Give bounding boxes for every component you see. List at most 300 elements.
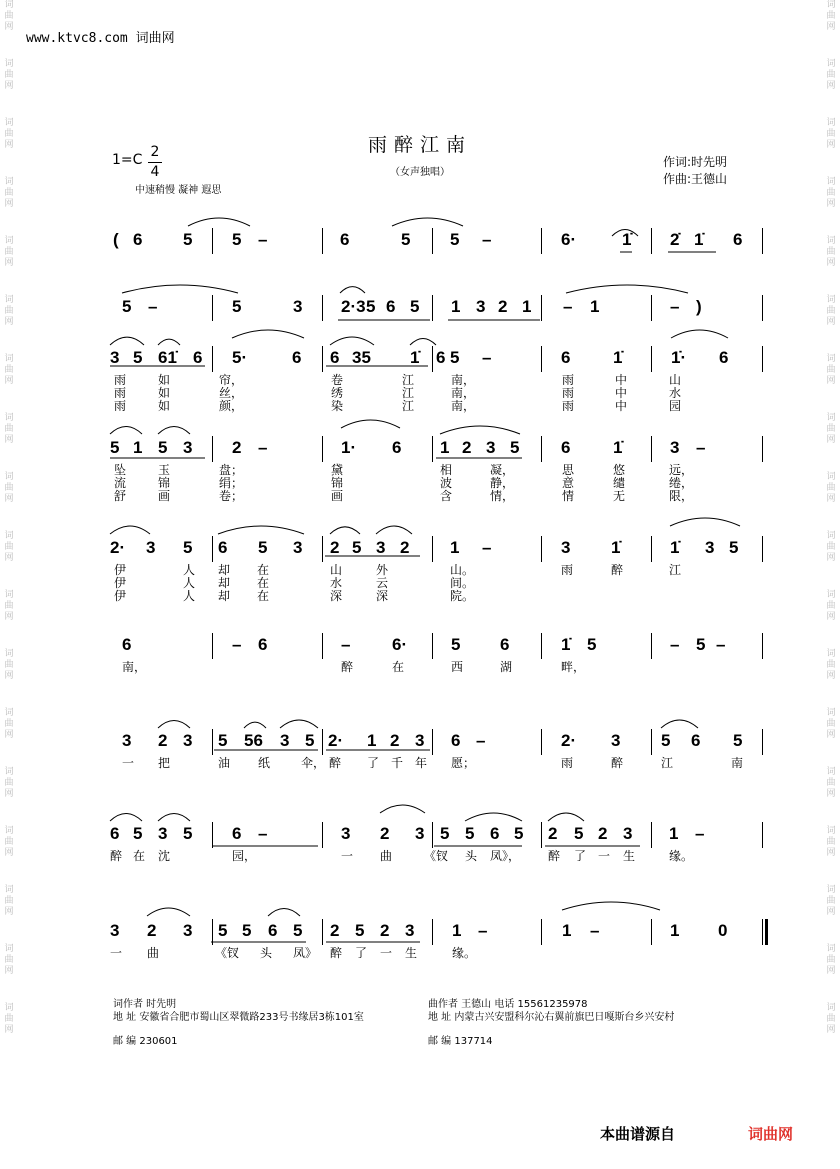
watermark-glyph: 网	[826, 671, 836, 681]
note: 5	[158, 438, 168, 457]
note: 5	[183, 824, 193, 843]
lyric-syllable: 伊	[114, 576, 127, 590]
note: 6	[561, 348, 571, 367]
barline	[212, 729, 213, 755]
time-signature	[148, 144, 162, 181]
note: 6·	[561, 230, 577, 249]
lyric-syllable: 油	[218, 756, 231, 770]
note: 6	[232, 824, 242, 843]
watermark-glyph: 曲	[826, 719, 836, 729]
slur	[188, 218, 250, 226]
lyric-syllable: 南	[731, 756, 744, 770]
lyric-syllable: 凤》，	[490, 849, 521, 863]
note: –	[258, 230, 268, 249]
watermark-glyph: 网	[826, 199, 836, 209]
barline	[432, 346, 433, 372]
note: –	[563, 297, 573, 316]
watermark-glyph: 网	[826, 258, 836, 268]
lyric-syllable: 情	[562, 489, 575, 503]
watermark-glyph: 曲	[4, 660, 14, 670]
note: 5	[133, 824, 143, 843]
composer-info: 曲作者 王德山 电话 15561235978	[428, 999, 588, 1010]
note: 3	[146, 538, 156, 557]
note: 1	[669, 824, 679, 843]
note: 5	[218, 921, 228, 940]
watermark-glyph: 网	[826, 966, 836, 976]
watermark-glyph: 网	[826, 612, 836, 622]
note: 6	[330, 348, 340, 367]
note: 6	[110, 824, 120, 843]
note: 5	[587, 635, 597, 654]
watermark-glyph: 网	[4, 789, 14, 799]
lyric-syllable: 如	[158, 399, 171, 413]
lyric-syllable: 沈	[158, 849, 171, 863]
lyric-syllable: 了	[574, 849, 587, 863]
lyric-syllable: 中	[615, 386, 628, 400]
watermark-glyph: 词	[826, 826, 836, 836]
note: 5	[366, 297, 376, 316]
lyric-syllable: 深	[376, 589, 389, 603]
note: 2·3	[341, 297, 366, 316]
note: 6	[561, 438, 571, 457]
barline	[432, 295, 433, 321]
note: –	[695, 824, 705, 843]
slur	[670, 518, 740, 526]
lyric-syllable: 意	[562, 476, 575, 490]
song-subtitle: （女声独唱）	[390, 167, 450, 178]
slur	[268, 908, 300, 916]
note: 1	[452, 921, 462, 940]
lyric-syllable: 波	[440, 476, 453, 490]
note: 1̇	[410, 348, 420, 367]
watermark-glyph: 词	[4, 826, 14, 836]
slur	[147, 908, 190, 916]
note: 5	[293, 921, 303, 940]
watermark-glyph: 词	[4, 472, 14, 482]
watermark-glyph: 曲	[4, 483, 14, 493]
composer-address: 地 址 内蒙古兴安盟科尔沁右翼前旗巴日嘎斯台乡兴安村	[428, 1012, 675, 1023]
watermark-glyph: 曲	[826, 896, 836, 906]
lyric-syllable: 舒	[114, 489, 127, 503]
lyric-syllable: 雨	[562, 386, 575, 400]
barline	[651, 346, 652, 372]
barline	[651, 436, 652, 462]
composer-zip: 邮 编 137714	[428, 1036, 493, 1047]
watermark-glyph: 词	[4, 413, 14, 423]
lyric-syllable: 缘。	[669, 849, 694, 863]
note: 6	[490, 824, 500, 843]
source-label: 本曲谱源自	[600, 1125, 676, 1143]
barline	[651, 729, 652, 755]
note: 5	[514, 824, 524, 843]
note: –	[590, 921, 600, 940]
note: 3	[293, 538, 303, 557]
barline	[762, 919, 763, 945]
barline	[762, 295, 763, 321]
lyric-syllable: 醉	[611, 756, 624, 770]
note: 1	[440, 438, 450, 457]
note: )	[696, 297, 702, 316]
lyric-syllable: 曲	[147, 946, 160, 960]
lyric-syllable: 思	[562, 463, 575, 477]
barline	[762, 346, 763, 372]
note: 3	[405, 921, 415, 940]
watermark-glyph: 曲	[826, 778, 836, 788]
lyric-syllable: 凝，	[490, 463, 515, 477]
watermark-glyph: 网	[4, 435, 14, 445]
note: 5	[450, 348, 460, 367]
barline	[212, 295, 213, 321]
slur	[232, 330, 304, 338]
note: 2	[598, 824, 608, 843]
lyric-syllable: 一	[110, 946, 123, 960]
lyric-syllable: 在	[257, 576, 270, 590]
lyric-syllable: 江	[402, 399, 415, 413]
lyric-syllable: 却	[218, 576, 231, 590]
note: 1·	[341, 438, 357, 457]
barline	[541, 633, 542, 659]
note: 1	[562, 921, 572, 940]
lyric-syllable: 愿；	[451, 756, 476, 770]
note: 5	[661, 731, 671, 750]
barline	[651, 919, 652, 945]
lyric-syllable: 帘，	[219, 373, 244, 387]
note: 6	[268, 921, 278, 940]
lyric-syllable: 盘；	[219, 463, 244, 477]
lyric-syllable: 千	[391, 756, 404, 770]
watermark-glyph: 词	[826, 531, 836, 541]
watermark-glyph: 词	[4, 354, 14, 364]
slur	[410, 338, 436, 345]
note: 3	[476, 297, 486, 316]
lyric-syllable: 在	[392, 660, 405, 674]
lyric-syllable: 黛	[331, 463, 344, 477]
note: 61̇	[158, 348, 177, 367]
barline	[212, 228, 213, 254]
lyric-syllable: 限，	[669, 489, 694, 503]
note: 3	[670, 438, 680, 457]
lyric-syllable: 相	[440, 463, 453, 477]
note: 6·	[392, 635, 408, 654]
note: 5	[258, 538, 268, 557]
watermark-glyph: 网	[826, 22, 836, 32]
lyric-syllable: 卷	[331, 373, 344, 387]
watermark-glyph: 曲	[4, 424, 14, 434]
lyric-syllable: 画	[158, 489, 171, 503]
lyric-syllable: 静，	[490, 476, 515, 490]
note: 6	[258, 635, 268, 654]
note: 3	[623, 824, 633, 843]
lyric-syllable: 情，	[490, 489, 515, 503]
note: 3	[158, 824, 168, 843]
slur	[110, 526, 150, 534]
note: 1̇	[622, 230, 632, 249]
watermark-glyph: 曲	[4, 306, 14, 316]
watermark-glyph: 词	[826, 413, 836, 423]
note: 2̇	[670, 230, 680, 249]
note: 1̇	[670, 538, 680, 557]
watermark-glyph: 曲	[826, 129, 836, 139]
barline	[541, 729, 542, 755]
watermark-glyph: 网	[826, 435, 836, 445]
watermark-glyph: 曲	[826, 542, 836, 552]
note: 2	[380, 921, 390, 940]
watermark-glyph: 网	[4, 494, 14, 504]
watermark-glyph: 网	[4, 907, 14, 917]
slur	[218, 526, 304, 534]
note: –	[148, 297, 158, 316]
barline	[651, 228, 652, 254]
note: 5	[232, 230, 242, 249]
barline	[212, 346, 213, 372]
note: 5	[242, 921, 252, 940]
watermark-glyph: 词	[826, 885, 836, 895]
watermark-glyph: 词	[826, 118, 836, 128]
note: 6	[340, 230, 350, 249]
note: 5	[450, 230, 460, 249]
watermark-glyph: 网	[826, 848, 836, 858]
barline	[212, 919, 213, 945]
watermark-glyph: 词	[826, 472, 836, 482]
note: 1	[451, 297, 461, 316]
slur	[158, 720, 190, 728]
lyric-syllable: 山。	[450, 563, 475, 577]
watermark-glyph: 词	[826, 708, 836, 718]
note: 1̇	[694, 230, 704, 249]
slur	[122, 285, 238, 293]
lyricist-address: 地 址 安徽省合肥市蜀山区翠微路233号书缘居3栋101室	[113, 1012, 364, 1023]
lyric-syllable: 在	[133, 849, 146, 863]
slur	[340, 287, 365, 293]
barline	[762, 228, 763, 254]
lyric-syllable: 伞，	[301, 756, 326, 770]
note: 5	[133, 348, 143, 367]
lyric-syllable: 江	[402, 373, 415, 387]
watermark-glyph: 曲	[4, 896, 14, 906]
note: 5	[733, 731, 743, 750]
lyric-syllable: 伊	[114, 563, 127, 577]
watermark-glyph: 网	[4, 140, 14, 150]
watermark-glyph: 词	[826, 767, 836, 777]
barline	[322, 729, 323, 755]
watermark-glyph: 曲	[826, 306, 836, 316]
note: (	[113, 230, 119, 249]
watermark-glyph: 词	[826, 295, 836, 305]
watermark-glyph: 曲	[4, 70, 14, 80]
lyric-syllable: 醉	[341, 660, 354, 674]
lyric-syllable: 在	[257, 589, 270, 603]
watermark-glyph: 曲	[4, 247, 14, 257]
note: 5	[305, 731, 315, 750]
lyric-syllable: 绢；	[219, 476, 244, 490]
lyric-syllable: 丝，	[219, 386, 244, 400]
lyric-syllable: 流	[114, 476, 127, 490]
watermark-glyph: 曲	[826, 365, 836, 375]
watermark-glyph: 网	[4, 199, 14, 209]
watermark-glyph: 词	[826, 1003, 836, 1013]
slur	[661, 720, 698, 728]
watermark-glyph: 词	[4, 0, 14, 10]
watermark-glyph: 词	[4, 295, 14, 305]
watermark-glyph: 网	[826, 907, 836, 917]
slur	[671, 330, 728, 338]
note: 1	[450, 538, 460, 557]
watermark-glyph: 曲	[4, 955, 14, 965]
note: 5	[696, 635, 706, 654]
lyric-syllable: 雨	[562, 373, 575, 387]
watermark-glyph: 网	[826, 140, 836, 150]
note: 5	[355, 921, 365, 940]
note: 3	[280, 731, 290, 750]
watermark-glyph: 词	[4, 590, 14, 600]
note: 1	[367, 731, 377, 750]
lyric-syllable: 伊	[114, 589, 127, 603]
barline	[541, 228, 542, 254]
barline	[432, 822, 433, 848]
final-barline	[765, 919, 768, 945]
watermark-glyph: 词	[826, 59, 836, 69]
lyric-syllable: 南，	[451, 373, 476, 387]
watermark-glyph: 曲	[4, 188, 14, 198]
watermark-glyph: 曲	[826, 955, 836, 965]
watermark-glyph: 网	[4, 671, 14, 681]
watermark-glyph: 曲	[826, 483, 836, 493]
slur	[376, 526, 412, 534]
lyric-syllable: 悠	[613, 463, 626, 477]
barline	[322, 536, 323, 562]
note: 5	[352, 538, 362, 557]
note: 2	[330, 921, 340, 940]
lyric-syllable: 了	[355, 946, 368, 960]
lyric-syllable: 醉	[611, 563, 624, 577]
watermark-glyph: 曲	[4, 542, 14, 552]
barline	[322, 822, 323, 848]
lyric-syllable: 生	[405, 946, 418, 960]
note: 1̇	[613, 438, 623, 457]
watermark-glyph: 网	[826, 553, 836, 563]
watermark-glyph: 网	[4, 258, 14, 268]
note: 3	[415, 824, 425, 843]
slur	[110, 426, 142, 434]
note: 2·	[110, 538, 126, 557]
note: 1̇	[611, 538, 621, 557]
watermark-glyph: 网	[4, 553, 14, 563]
note: 6	[719, 348, 729, 367]
note: 6	[691, 731, 701, 750]
note: 6	[386, 297, 396, 316]
watermark-glyph: 曲	[4, 601, 14, 611]
lyric-syllable: 一	[122, 756, 135, 770]
watermark-glyph: 词	[4, 236, 14, 246]
note: 3	[183, 731, 193, 750]
note: 6	[133, 230, 143, 249]
lyric-syllable: 如	[158, 373, 171, 387]
lyric-syllable: 人	[183, 576, 196, 590]
note: 2·	[561, 731, 577, 750]
slur	[158, 426, 190, 434]
lyric-syllable: 南，	[451, 399, 476, 413]
lyric-syllable: 山	[669, 373, 682, 387]
lyric-syllable: 绻，	[669, 476, 694, 490]
note: 3	[293, 297, 303, 316]
note: 2	[548, 824, 558, 843]
note: 5	[465, 824, 475, 843]
watermark-glyph: 曲	[826, 601, 836, 611]
lyric-syllable: 凤》	[293, 946, 318, 960]
lyric-syllable: 西	[451, 660, 464, 674]
source-logo[interactable]: 词曲网	[748, 1125, 794, 1143]
watermark-glyph: 网	[826, 81, 836, 91]
note: –	[670, 297, 680, 316]
lyric-syllable: 如	[158, 386, 171, 400]
slur	[566, 285, 688, 293]
barline	[541, 295, 542, 321]
lyric-syllable: 卷；	[219, 489, 244, 503]
watermark-glyph: 词	[4, 767, 14, 777]
note: –	[232, 635, 242, 654]
note: 2	[147, 921, 157, 940]
lyric-syllable: 外	[376, 563, 389, 577]
note: 5	[110, 438, 120, 457]
barline	[322, 295, 323, 321]
note: 5	[183, 538, 193, 557]
note: 2	[462, 438, 472, 457]
lyric-syllable: 锦	[331, 476, 344, 490]
lyric-syllable: 中	[615, 373, 628, 387]
watermark-glyph: 曲	[826, 70, 836, 80]
lyric-syllable: 含	[440, 489, 453, 503]
lyric-syllable: 畔，	[561, 660, 586, 674]
watermark-glyph: 词	[826, 590, 836, 600]
barline	[651, 633, 652, 659]
slur	[330, 337, 374, 345]
note: 56	[244, 731, 263, 750]
lyric-syllable: 曲	[380, 849, 393, 863]
slur	[110, 337, 144, 345]
watermark-glyph: 曲	[826, 188, 836, 198]
barline	[432, 436, 433, 462]
lyric-syllable: 雨	[561, 563, 574, 577]
note: 2	[498, 297, 508, 316]
note: 6	[733, 230, 743, 249]
slur	[562, 902, 660, 910]
watermark-glyph: 词	[4, 708, 14, 718]
barline	[432, 536, 433, 562]
barline	[651, 536, 652, 562]
lyric-syllable: 无	[613, 489, 626, 503]
watermark-glyph: 网	[826, 317, 836, 327]
lyric-syllable: 头	[465, 849, 478, 863]
barline	[651, 295, 652, 321]
barline	[212, 822, 213, 848]
watermark-glyph: 网	[4, 966, 14, 976]
lyric-syllable: 染	[331, 399, 344, 413]
note: 5	[410, 297, 420, 316]
lyricist-zip: 邮 编 230601	[113, 1036, 178, 1047]
lyric-syllable: 间。	[450, 576, 475, 590]
site-header[interactable]: www.ktvc8.com 词曲网	[26, 31, 175, 46]
note: –	[482, 538, 492, 557]
note: 6	[392, 438, 402, 457]
watermark-glyph: 曲	[4, 129, 14, 139]
note: 1	[522, 297, 532, 316]
note: –	[482, 230, 492, 249]
note: 5	[510, 438, 520, 457]
watermark-glyph: 网	[4, 376, 14, 386]
watermark-glyph: 网	[4, 612, 14, 622]
watermark-glyph: 曲	[4, 11, 14, 21]
lyric-syllable: 人	[183, 589, 196, 603]
